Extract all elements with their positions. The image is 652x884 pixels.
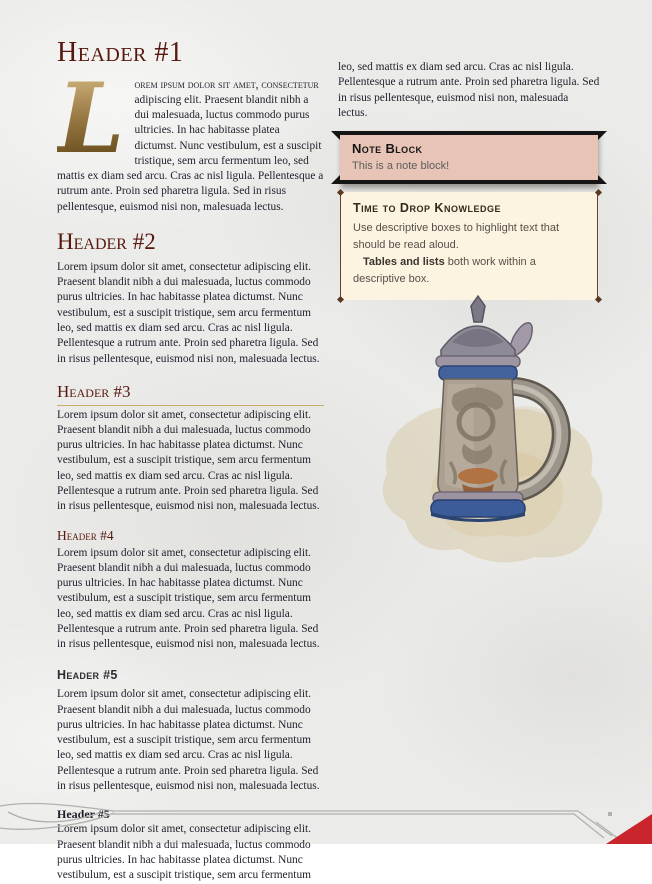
heading-6: Header #5 (57, 807, 110, 822)
descriptive-box-line1: Use descriptive boxes to highlight text that should be read aloud. (353, 222, 560, 252)
corner-red-triangle (606, 814, 652, 844)
note-block-title: Note Block (352, 141, 423, 157)
lead-rest: adipiscing elit. Praesent blandit nibh a dui malesuada, luctus commodo purus ultricies. In hac habitasse platea dictumst. Nunc vestibulum, est a suscipit tristique, sem arcu fermentum leo, sed mattis ex diam sed arcu. Cras ac nisl ligula. Pellentesque a rutrum ante. Proin sed pharetra ligula. Sed in risus pellentesque, euismod nisi non, malesuada lectus. (57, 93, 324, 213)
paragraph: Lorem ipsum dolor sit amet, consectetur adipiscing elit. Praesent blandit nibh a dui malesuada, luctus commodo purus ultricies. In hac habitasse platea dictumst. Nunc vestibulum, est a suscipit tristique, sem arcu fermentum leo, sed mattis ex diam sed arcu. Cras ac nisl ligula. Pellentesque a rutrum ante. Proin sed pharetra ligula. Sed in risus pellentesque, euismod nisi non, malesuada lectus. (57, 260, 320, 365)
note-corner-triangle (331, 175, 340, 184)
heading-3: Header #3 (57, 381, 324, 406)
heading-2: Header #2 (57, 229, 156, 255)
paragraph-truncated: Lorem ipsum dolor sit amet, consectetur adipiscing elit. Praesent blandit nibh a dui malesuada, luctus commodo purus ultricies. In hac habitasse platea dictumst. Nunc vestibulum, est a suscipit tristique, sem arcu fermentum (57, 823, 312, 882)
beer-stein-figure (360, 288, 600, 554)
paragraph: Lorem ipsum dolor sit amet, consectetur adipiscing elit. Praesent blandit nibh a dui malesuada, luctus commodo purus ultricies. In hac habitasse platea dictumst. Nunc vestibulum, est a suscipit tristique, sem arcu fermentum leo, sed mattis ex diam sed arcu. Cras ac nisl ligula. Pellentesque a rutrum ante. Proin sed pharetra ligula. Sed in risus pellentesque, euismod nisi non, malesuada lectus. (57, 688, 320, 793)
lead-paragraph (57, 61, 324, 216)
paragraph: Lorem ipsum dolor sit amet, consectetur adipiscing elit. Praesent blandit nibh a dui malesuada, luctus commodo purus ultricies. In hac habitasse platea dictumst. Nunc vestibulum, est a suscipit tristique, sem arcu fermentum leo, sed mattis ex diam sed arcu. Cras ac nisl ligula. Pellentesque a rutrum ante. Proin sed pharetra ligula. Sed in risus pellentesque, euismod nisi non, malesuada lectus. (57, 546, 320, 651)
descriptive-box (340, 192, 598, 300)
lead-first-line: orem ipsum dolor sit amet, consectetur (134, 78, 319, 91)
descriptive-box-line2-bold: Tables and lists (363, 256, 445, 269)
beer-stein-image (360, 288, 600, 554)
descriptive-box-title: Time to Drop Knowledge (353, 201, 501, 216)
continuation-paragraph: leo, sed mattis ex diam sed arcu. Cras ac nisl ligula. Pellentesque a rutrum ante. Proin sed pharetra ligula. Sed in risus pellentesque, euismod nisi non, malesuada lectus. (338, 61, 600, 119)
note-corner-triangle (331, 131, 340, 140)
footer-leaf-line (0, 803, 114, 811)
heading-5: Header #5 (57, 667, 118, 682)
descriptive-box-line2-rest: both work within a descriptive box. (353, 256, 536, 286)
note-corner-triangle (598, 175, 607, 184)
note-block-body: This is a note block! (352, 159, 450, 172)
drop-cap: L (57, 78, 135, 157)
descriptive-box-corner-dot (336, 296, 343, 303)
left-column (57, 34, 324, 882)
descriptive-box-corner-dot (594, 189, 601, 196)
descriptive-box-line2 (353, 254, 585, 288)
page-footer-ornament (0, 800, 652, 844)
heading-4: Header #4 (57, 527, 114, 543)
paragraph: Lorem ipsum dolor sit amet, consectetur adipiscing elit. Praesent blandit nibh a dui malesuada, luctus commodo purus ultricies. In hac habitasse platea dictumst. Nunc vestibulum, est a suscipit tristique, sem arcu fermentum leo, sed mattis ex diam sed arcu. Cras ac nisl ligula. Pellentesque a rutrum ante. Proin sed pharetra ligula. Sed in risus pellentesque, euismod nisi non, malesuada lectus. (57, 408, 320, 513)
right-column (338, 60, 600, 300)
descriptive-box-corner-dot (336, 189, 343, 196)
heading-1: Header #1 (57, 37, 184, 68)
note-corner-triangle (598, 131, 607, 140)
note-block (340, 131, 598, 184)
